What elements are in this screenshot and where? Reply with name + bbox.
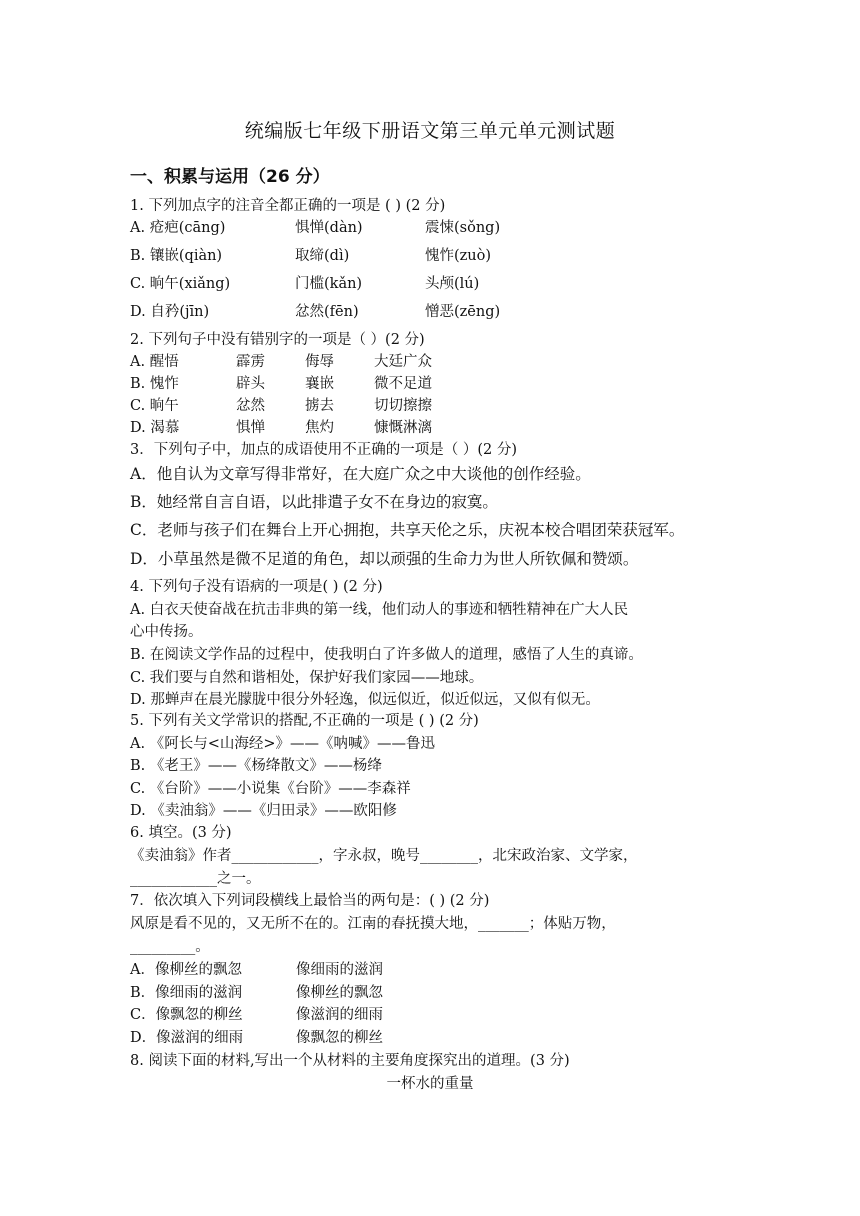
q7-c-1: C．像飘忽的柳丝 bbox=[130, 1007, 243, 1023]
q1-option-b-3: 愧怍(zuò) bbox=[425, 248, 492, 264]
q5-option-b: B. 《老王》——《杨绛散文》——杨绛 bbox=[130, 758, 382, 774]
q2-b-3: 襄嵌 bbox=[305, 376, 334, 392]
q8-material-title: 一杯水的重量 bbox=[386, 1076, 474, 1092]
question-4-stem: 4. 下列句子没有语病的一项是( ) (2 分) bbox=[130, 579, 383, 595]
question-5-stem: 5. 下列有关文学常识的搭配,不正确的一项是 ( ) (2 分) bbox=[130, 713, 479, 729]
q1-option-a-1: A. 疮疤(cāng) bbox=[130, 220, 226, 236]
q7-line-2: _________。 bbox=[130, 939, 210, 955]
q2-a-1: A. 醒悟 bbox=[130, 354, 179, 370]
q2-d-3: 焦灼 bbox=[305, 420, 334, 436]
q2-c-2: 忿然 bbox=[236, 398, 265, 414]
q5-option-d: D. 《卖油翁》——《归田录》——欧阳修 bbox=[130, 803, 397, 819]
q7-b-1: B．像细雨的滋润 bbox=[130, 985, 243, 1001]
q3-option-b: B．她经常自言自语，以此排遣子女不在身边的寂寞。 bbox=[130, 493, 498, 511]
q1-option-a-2: 惧惮(dàn) bbox=[295, 220, 363, 236]
section-heading: 一、积累与运用（26 分） bbox=[130, 167, 330, 187]
question-7-stem: 7．依次填入下列词段横线上最恰当的两句是：( ) (2 分) bbox=[130, 893, 490, 909]
q1-option-d-2: 忿然(fēn) bbox=[295, 304, 359, 320]
q1-option-d-1: D. 自矜(jīn) bbox=[130, 304, 210, 320]
q2-a-4: 大廷广众 bbox=[374, 354, 432, 370]
q2-b-2: 辟头 bbox=[236, 376, 265, 392]
q1-option-b-1: B. 镶嵌(qiàn) bbox=[130, 248, 223, 264]
question-8-stem: 8. 阅读下面的材料,写出一个从材料的主要角度探究出的道理。(3 分) bbox=[130, 1053, 570, 1069]
q1-option-d-3: 憎恶(zēng) bbox=[425, 304, 501, 320]
q7-d-1: D．像滋润的细雨 bbox=[130, 1030, 244, 1046]
q7-a-1: A．像柳丝的飘忽 bbox=[130, 962, 242, 978]
question-1-stem: 1. 下列加点字的注音全都正确的一项是 ( ) (2 分) bbox=[130, 198, 446, 214]
q7-d-2: 像飘忽的柳丝 bbox=[296, 1030, 383, 1046]
q2-d-2: 惧惮 bbox=[236, 420, 265, 436]
q5-option-a: A. 《阿长与<山海经>》——《呐喊》——鲁迅 bbox=[130, 736, 435, 752]
q1-option-a-3: 震悚(sǒng) bbox=[425, 220, 501, 236]
q3-option-a: A．他自认为文章写得非常好，在大庭广众之中大谈他的创作经验。 bbox=[130, 465, 591, 483]
q4-line-3: B. 在阅读文学作品的过程中，使我明白了许多做人的道理，感悟了人生的真谛。 bbox=[130, 647, 643, 663]
q2-c-1: C. 晌午 bbox=[130, 398, 179, 414]
q2-a-3: 侮辱 bbox=[305, 354, 334, 370]
q4-line-4: C. 我们要与自然和谐相处，保护好我们家园——地球。 bbox=[130, 670, 484, 686]
q2-d-1: D. 渴慕 bbox=[130, 420, 180, 436]
q3-option-c: C．老师与孩子们在舞台上开心拥抱，共享天伦之乐，庆祝本校合唱团荣获冠军。 bbox=[130, 521, 685, 539]
q1-option-c-1: C. 晌午(xiǎng) bbox=[130, 276, 231, 292]
q6-line-1: 《卖油翁》作者____________，字永叔，晚号________，北宋政治家、文学家， bbox=[130, 848, 638, 864]
q4-line-5: D. 那蝉声在晨光朦胧中很分外轻逸，似远似近，似近似远，又似有似无。 bbox=[130, 692, 600, 708]
q2-c-4: 切切擦擦 bbox=[374, 398, 432, 414]
q2-a-2: 霹雳 bbox=[236, 354, 265, 370]
q1-option-c-3: 头颅(lú) bbox=[425, 276, 480, 292]
q2-b-1: B. 愧怍 bbox=[130, 376, 179, 392]
question-6-stem: 6. 填空。(3 分) bbox=[130, 825, 232, 841]
q2-b-4: 微不足道 bbox=[374, 376, 432, 392]
page-title: 统编版七年级下册语文第三单元单元测试题 bbox=[244, 120, 616, 142]
q4-line-1: A. 白衣天使奋战在抗击非典的第一线，他们动人的事迹和牺牲精神在广大人民 bbox=[130, 602, 629, 618]
q7-b-2: 像柳丝的飘忽 bbox=[296, 985, 383, 1001]
q7-a-2: 像细雨的滋润 bbox=[296, 962, 383, 978]
q2-c-3: 掳去 bbox=[305, 398, 334, 414]
q7-line-1: 风原是看不见的，又无所不在的。江南的春抚摸大地，_______；体贴万物， bbox=[130, 916, 616, 932]
q6-line-2: ____________之一。 bbox=[130, 871, 261, 887]
q1-option-b-2: 取缔(dì) bbox=[295, 248, 350, 264]
question-3-stem: 3．下列句子中，加点的成语使用不正确的一项是（ ）(2 分) bbox=[130, 442, 517, 458]
q5-option-c: C. 《台阶》——小说集《台阶》——李森祥 bbox=[130, 781, 411, 797]
q2-d-4: 慷慨淋漓 bbox=[374, 420, 432, 436]
q4-line-2: 心中传扬。 bbox=[130, 624, 203, 640]
q3-option-d: D．小草虽然是微不足道的角色，却以顽强的生命力为世人所钦佩和赞颂。 bbox=[130, 550, 639, 568]
q1-option-c-2: 门槛(kǎn) bbox=[295, 276, 363, 292]
question-2-stem: 2. 下列句子中没有错别字的一项是（ ）(2 分) bbox=[130, 332, 425, 348]
q7-c-2: 像滋润的细雨 bbox=[296, 1007, 383, 1023]
